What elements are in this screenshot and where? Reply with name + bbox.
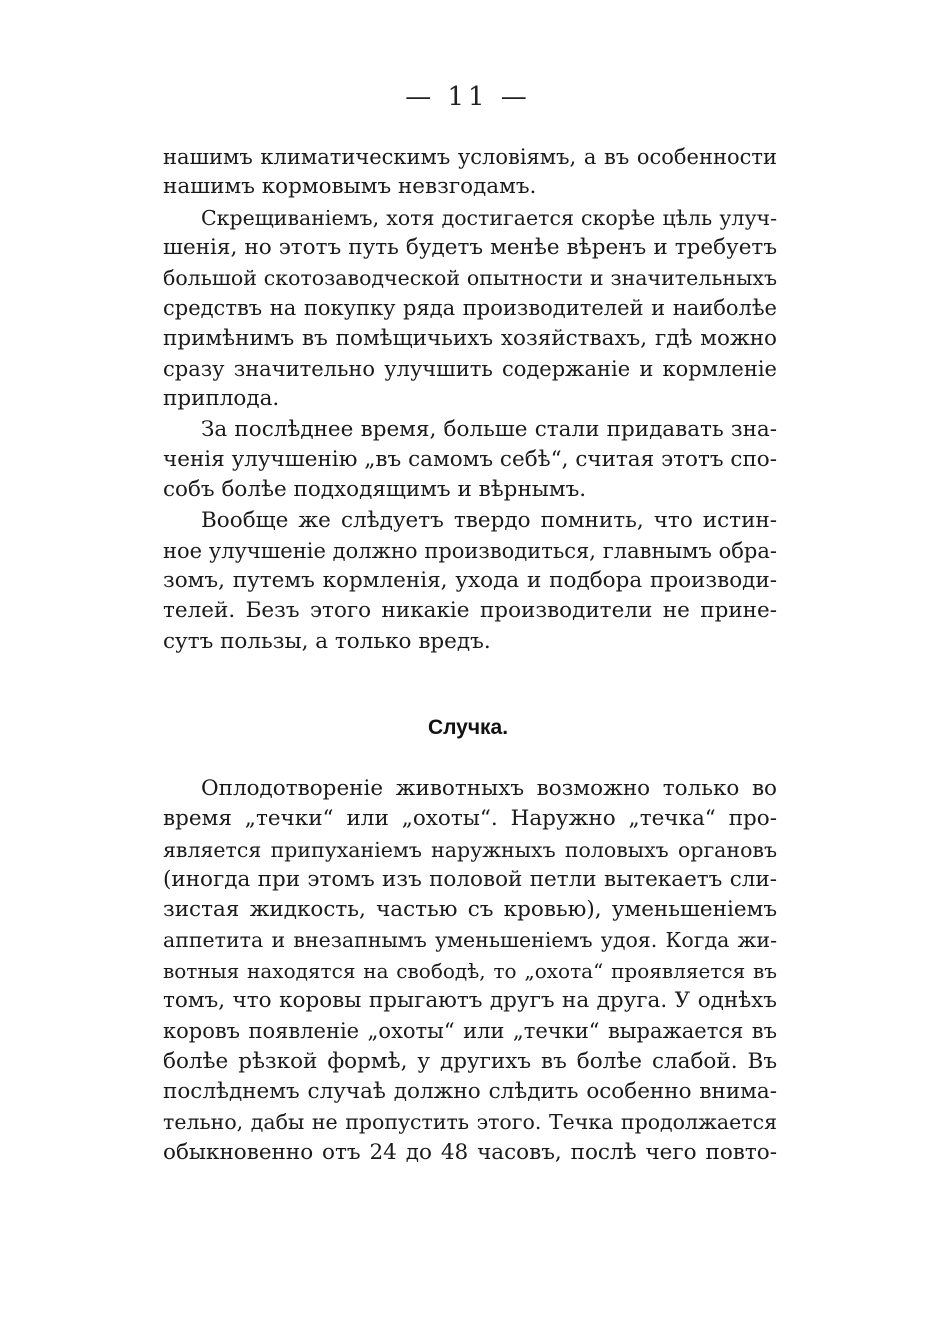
text-line: ченія улучшенію „въ самомъ себѣ“, считая этотъ спо- — [163, 446, 777, 472]
text-line: собъ болѣе подходящимъ и вѣрнымъ. — [163, 477, 587, 503]
page-number: — 11 — — [405, 82, 531, 112]
text-line: обыкновенно отъ 24 до 48 часовъ, послѣ чего повто- — [163, 1139, 777, 1165]
text-line: Скрещиваніемъ, хотя достигается скорѣе цѣль улуч- — [201, 205, 777, 230]
text-line: шенія, но этотъ путь будетъ менѣе вѣренъ и требуетъ — [163, 234, 777, 260]
text-line: Вообще же слѣдуетъ твердо помнить, что истин- — [201, 507, 777, 533]
text-line: большой скотозаводческой опытности и значительныхъ — [163, 266, 777, 291]
text-line: время „течки“ или „охоты“. Наружно „течка“ про- — [163, 806, 777, 832]
text-block-mating — [163, 774, 777, 1168]
text-line: болѣе рѣзкой формѣ, у другихъ въ болѣе слабой. Въ — [163, 1048, 777, 1074]
text-line: зистая жидкость, частью съ кровью), уменьшеніемъ — [163, 897, 777, 923]
text-line: сутъ пользы, а только вредъ. — [163, 628, 491, 654]
section-heading: Случка. — [427, 716, 509, 739]
text-line: приплода. — [163, 386, 280, 412]
text-line: ное улучшеніе должно производиться, главнымъ обра- — [163, 538, 777, 563]
text-line: За послѣднее время, больше стали придавать зна- — [201, 416, 777, 442]
text-line: сразу значительно улучшить содержаніе и кормленіе — [163, 357, 777, 382]
text-line: средствъ на покупку ряда производителей и наиболѣе — [163, 296, 777, 321]
text-line: примѣнимъ въ помѣщичьихъ хозяйствахъ, гдѣ можно — [163, 325, 777, 351]
text-line: коровъ появленіе „охоты“ или „течки“ выражается въ — [163, 1019, 777, 1044]
text-line: вотныя находятся на свободѣ, то „охота“ проявляется въ — [163, 958, 777, 983]
text-line: нашимъ кормовымъ невзгодамъ. — [163, 174, 537, 200]
text-line: тельно, дабы не пропустить этого. Течка продолжается — [163, 1110, 777, 1135]
text-line: телей. Безъ этого никакіе производители не прине- — [163, 598, 777, 624]
text-line: послѣднемъ случаѣ должно слѣдить особенно внима- — [163, 1078, 777, 1104]
text-line: зомъ, путемъ кормленія, ухода и подбора производи- — [163, 568, 777, 594]
text-line: томъ, что коровы прыгаютъ другъ на друга. У однѣхъ — [163, 988, 777, 1014]
text-line: является припуханіемъ наружныхъ половыхъ органовъ — [163, 837, 777, 862]
text-line: нашимъ климатическимъ условіямъ, а въ особенности — [163, 145, 777, 169]
text-line: Оплодотвореніе животныхъ возможно только во — [201, 776, 777, 801]
text-block-breeding — [163, 142, 777, 657]
text-line: аппетита и внезапнымъ уменьшеніемъ удоя. Когда жи- — [163, 928, 777, 953]
text-line: (иногда при этомъ изъ половой петли вытекаетъ сли- — [163, 866, 777, 892]
